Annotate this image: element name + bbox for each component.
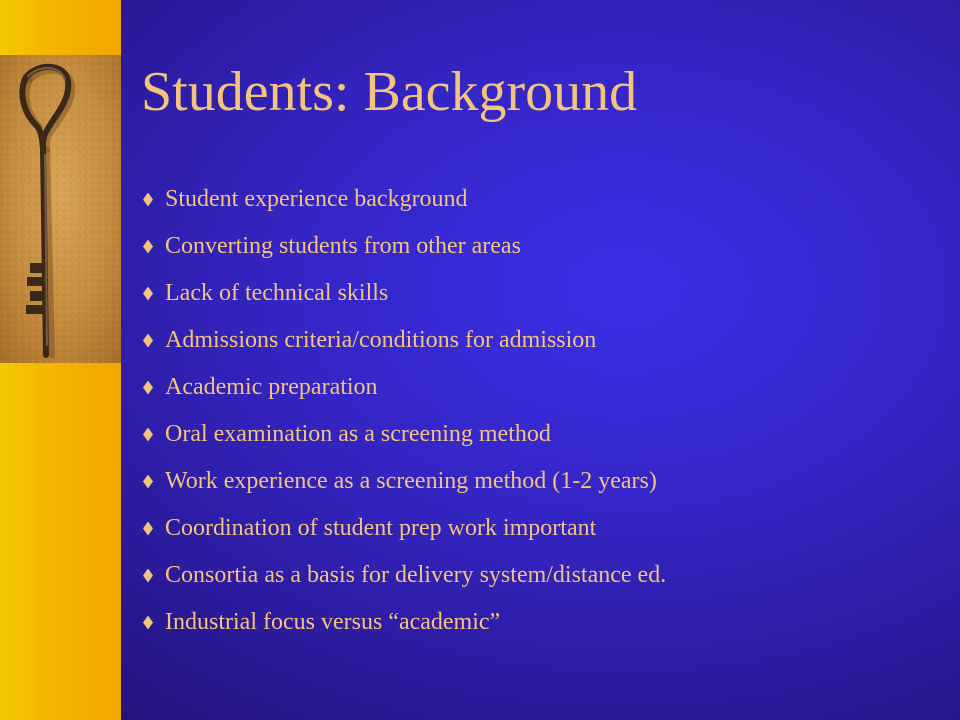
diamond-bullet-icon: [143, 381, 153, 395]
bullet-text: Coordination of student prep work important: [165, 515, 597, 541]
bullet-item: [141, 176, 666, 223]
diamond-bullet-icon: [143, 475, 153, 489]
bullet-text: Consortia as a basis for delivery system/distance ed.: [165, 562, 667, 588]
bullet-item: [141, 270, 666, 317]
diamond-bullet-icon: [143, 240, 153, 254]
diamond-bullet-icon: [143, 428, 153, 442]
diamond-bullet-icon: [143, 193, 153, 207]
bullet-item: [141, 599, 666, 646]
diamond-bullet-icon: [143, 334, 153, 348]
bullet-text: Lack of technical skills: [165, 280, 389, 306]
bullet-text: Converting students from other areas: [165, 233, 521, 259]
bullet-item: [141, 505, 666, 552]
bullet-item: [141, 411, 666, 458]
bullet-text: Student experience background: [165, 186, 468, 212]
bullet-item: [141, 458, 666, 505]
bullet-item: [141, 223, 666, 270]
bullet-item: [141, 317, 666, 364]
bullet-item: [141, 364, 666, 411]
bullet-text: Work experience as a screening method (1-2 years): [165, 468, 657, 494]
diamond-bullet-icon: [143, 287, 153, 301]
slide-title: Students: Background: [141, 61, 638, 123]
bullet-text: Academic preparation: [165, 374, 378, 400]
diamond-bullet-icon: [143, 522, 153, 536]
skeleton-key-icon: [0, 55, 121, 363]
diamond-bullet-icon: [143, 569, 153, 583]
bullet-list: [141, 176, 666, 646]
bullet-text: Industrial focus versus “academic”: [165, 609, 501, 635]
bullet-text: Oral examination as a screening method: [165, 421, 551, 447]
bullet-item: [141, 552, 666, 599]
bullet-text: Admissions criteria/conditions for admission: [165, 327, 597, 353]
diamond-bullet-icon: [143, 616, 153, 630]
